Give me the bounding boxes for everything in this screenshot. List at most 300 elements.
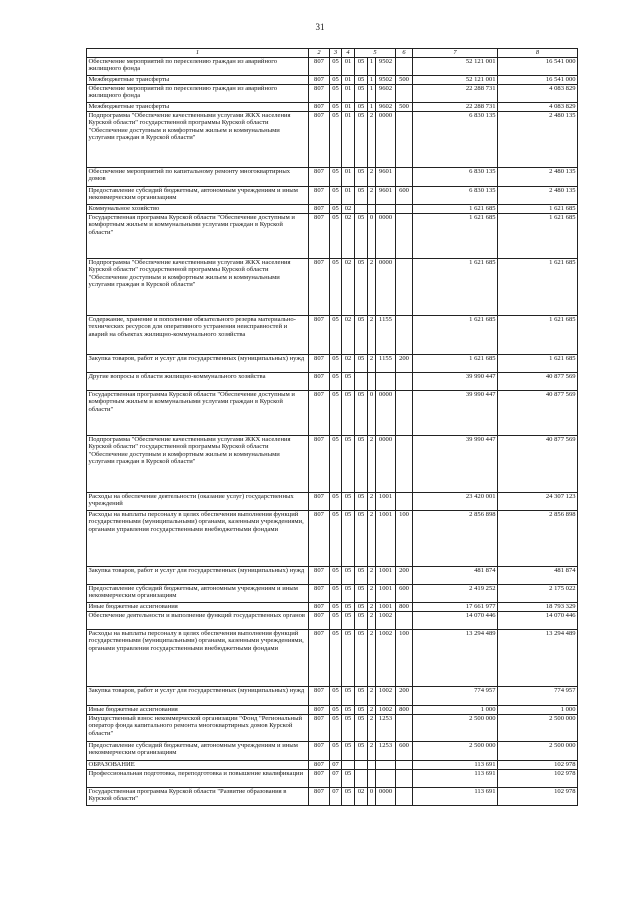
row-expense-type: 600 — [396, 742, 413, 761]
row-section: 05 — [330, 58, 342, 76]
table-row — [87, 742, 578, 761]
row-grbs: 807 — [309, 187, 330, 205]
table-row — [87, 511, 578, 567]
row-target-subprogram: 2 — [368, 493, 376, 511]
row-subsection: 05 — [342, 612, 355, 630]
row-grbs: 807 — [309, 85, 330, 103]
row-name: Межбюджетные трансферты — [87, 76, 309, 85]
row-amount-year-1: 481 874 — [413, 567, 498, 585]
row-target-direction: 0000 — [376, 391, 396, 436]
row-section: 05 — [330, 742, 342, 761]
row-target-subprogram: 2 — [368, 567, 376, 585]
row-target-direction: 0000 — [376, 214, 396, 259]
row-expense-type: 800 — [396, 603, 413, 612]
row-amount-year-2: 40 877 569 — [498, 391, 578, 436]
row-expense-type — [396, 391, 413, 436]
row-name: Содержание, хранение и пополнение обязательного резерва материально-технических ресурсов для оперативного устранения неисправностей и аварий на объектах жилищно-коммунального хозяйства — [87, 316, 309, 355]
row-target-program: 05 — [355, 187, 368, 205]
row-target-direction — [376, 205, 396, 214]
row-section: 05 — [330, 493, 342, 511]
row-expense-type — [396, 112, 413, 168]
table-row — [87, 761, 578, 770]
row-amount-year-2: 4 083 829 — [498, 103, 578, 112]
row-target-program: 05 — [355, 355, 368, 373]
row-amount-year-2: 1 621 685 — [498, 259, 578, 316]
table-row — [87, 493, 578, 511]
row-amount-year-2: 774 957 — [498, 687, 578, 706]
row-expense-type: 600 — [396, 187, 413, 205]
row-expense-type — [396, 58, 413, 76]
row-section: 05 — [330, 355, 342, 373]
row-name: Государственная программа Курской области "Развитие образования в Курской области" — [87, 788, 309, 806]
table-row — [87, 187, 578, 205]
row-name: Иные бюджетные ассигнования — [87, 706, 309, 715]
row-amount-year-2: 1 621 685 — [498, 355, 578, 373]
row-grbs: 807 — [309, 715, 330, 742]
row-target-subprogram: 2 — [368, 742, 376, 761]
row-name: Расходы на обеспечение деятельности (оказание услуг) государственных учреждений — [87, 493, 309, 511]
table-row — [87, 630, 578, 687]
row-subsection: 05 — [342, 511, 355, 567]
row-amount-year-1: 113 691 — [413, 788, 498, 806]
row-expense-type: 100 — [396, 511, 413, 567]
row-target-direction: 1002 — [376, 630, 396, 687]
row-name: Подпрограмма "Обеспечение качественными услугами ЖКХ населения Курской области" государственной программы Курской области "Обеспечение доступным и комфортным жильем и коммунальными услугами граждан в Курской области" — [87, 436, 309, 493]
row-section: 05 — [330, 112, 342, 168]
row-grbs: 807 — [309, 761, 330, 770]
row-target-subprogram: 2 — [368, 612, 376, 630]
row-section: 05 — [330, 85, 342, 103]
row-expense-type — [396, 715, 413, 742]
row-amount-year-2: 102 978 — [498, 770, 578, 788]
row-expense-type: 500 — [396, 76, 413, 85]
table-row — [87, 112, 578, 168]
row-subsection: 01 — [342, 103, 355, 112]
row-subsection: 05 — [342, 770, 355, 788]
row-amount-year-1: 17 661 977 — [413, 603, 498, 612]
row-amount-year-1: 1 621 685 — [413, 214, 498, 259]
row-grbs: 807 — [309, 630, 330, 687]
row-target-direction: 0000 — [376, 788, 396, 806]
row-subsection: 05 — [342, 742, 355, 761]
row-section: 05 — [330, 187, 342, 205]
table-row — [87, 85, 578, 103]
row-amount-year-1: 22 288 731 — [413, 85, 498, 103]
row-target-subprogram: 2 — [368, 168, 376, 187]
row-grbs: 807 — [309, 112, 330, 168]
row-subsection: 05 — [342, 715, 355, 742]
row-target-direction: 9601 — [376, 187, 396, 205]
row-target-direction: 1155 — [376, 355, 396, 373]
row-grbs: 807 — [309, 58, 330, 76]
row-subsection: 05 — [342, 788, 355, 806]
row-target-subprogram: 1 — [368, 85, 376, 103]
row-target-program: 05 — [355, 511, 368, 567]
row-section: 07 — [330, 770, 342, 788]
row-amount-year-1: 6 830 135 — [413, 187, 498, 205]
row-name: Предоставление субсидий бюджетным, автономным учреждениям и иным некоммерческим организациям — [87, 585, 309, 603]
row-expense-type — [396, 214, 413, 259]
row-grbs: 807 — [309, 687, 330, 706]
row-subsection: 01 — [342, 85, 355, 103]
row-expense-type — [396, 205, 413, 214]
row-section: 05 — [330, 168, 342, 187]
table-row — [87, 205, 578, 214]
row-amount-year-1: 52 121 001 — [413, 76, 498, 85]
row-amount-year-1: 13 294 489 — [413, 630, 498, 687]
row-grbs: 807 — [309, 316, 330, 355]
row-target-program: 05 — [355, 612, 368, 630]
page-number: 31 — [315, 22, 325, 32]
budget-table — [86, 48, 578, 806]
row-amount-year-1: 2 500 000 — [413, 742, 498, 761]
header-col-4: 4 — [342, 49, 355, 58]
row-target-subprogram: 2 — [368, 436, 376, 493]
row-amount-year-1: 14 070 446 — [413, 612, 498, 630]
table-row — [87, 259, 578, 316]
row-subsection: 02 — [342, 205, 355, 214]
row-grbs: 807 — [309, 205, 330, 214]
row-target-subprogram: 2 — [368, 585, 376, 603]
row-target-program — [355, 770, 368, 788]
row-name: Государственная программа Курской области "Обеспечение доступным и комфортным жильем и коммунальными услугами граждан в Курской области" — [87, 391, 309, 436]
row-amount-year-1: 39 990 447 — [413, 391, 498, 436]
row-target-program: 05 — [355, 85, 368, 103]
row-expense-type — [396, 788, 413, 806]
row-name: Обеспечение мероприятий по переселению граждан из аварийного жилищного фонда — [87, 85, 309, 103]
row-target-direction: 1002 — [376, 612, 396, 630]
table-row — [87, 585, 578, 603]
row-grbs: 807 — [309, 706, 330, 715]
row-section: 05 — [330, 585, 342, 603]
row-target-direction: 9602 — [376, 85, 396, 103]
row-amount-year-2: 40 877 569 — [498, 436, 578, 493]
row-target-program: 05 — [355, 168, 368, 187]
row-target-program: 02 — [355, 788, 368, 806]
row-expense-type — [396, 168, 413, 187]
row-grbs: 807 — [309, 76, 330, 85]
row-amount-year-1: 1 621 685 — [413, 205, 498, 214]
row-target-subprogram — [368, 770, 376, 788]
row-amount-year-2: 102 978 — [498, 761, 578, 770]
row-amount-year-1: 6 830 135 — [413, 168, 498, 187]
row-section: 05 — [330, 76, 342, 85]
row-section: 05 — [330, 567, 342, 585]
row-section: 05 — [330, 205, 342, 214]
row-target-subprogram: 1 — [368, 76, 376, 85]
row-grbs: 807 — [309, 168, 330, 187]
row-amount-year-1: 39 990 447 — [413, 373, 498, 391]
row-subsection: 01 — [342, 112, 355, 168]
row-section: 05 — [330, 706, 342, 715]
row-target-program: 05 — [355, 687, 368, 706]
table-row — [87, 603, 578, 612]
row-target-program: 05 — [355, 214, 368, 259]
row-amount-year-2: 18 793 329 — [498, 603, 578, 612]
row-amount-year-2: 2 480 135 — [498, 187, 578, 205]
row-section: 05 — [330, 612, 342, 630]
table-row — [87, 373, 578, 391]
row-target-direction: 1253 — [376, 742, 396, 761]
row-subsection: 01 — [342, 187, 355, 205]
row-subsection: 05 — [342, 436, 355, 493]
row-subsection: 02 — [342, 214, 355, 259]
row-target-subprogram: 2 — [368, 187, 376, 205]
row-target-program: 05 — [355, 630, 368, 687]
row-amount-year-2: 1 621 685 — [498, 205, 578, 214]
row-target-program: 05 — [355, 493, 368, 511]
row-amount-year-1: 1 621 685 — [413, 316, 498, 355]
row-expense-type: 100 — [396, 630, 413, 687]
row-subsection: 05 — [342, 706, 355, 715]
table-row — [87, 706, 578, 715]
table-row — [87, 355, 578, 373]
row-target-direction: 1253 — [376, 715, 396, 742]
row-section: 05 — [330, 436, 342, 493]
row-grbs: 807 — [309, 259, 330, 316]
row-section: 07 — [330, 761, 342, 770]
row-expense-type: 200 — [396, 687, 413, 706]
row-target-subprogram: 2 — [368, 603, 376, 612]
row-grbs: 807 — [309, 770, 330, 788]
row-target-program: 05 — [355, 706, 368, 715]
row-section: 05 — [330, 373, 342, 391]
row-target-direction: 1001 — [376, 493, 396, 511]
row-name: Предоставление субсидий бюджетным, автономным учреждениям и иным некоммерческим организациям — [87, 187, 309, 205]
header-col-5: 5 — [355, 49, 396, 58]
row-target-program: 05 — [355, 76, 368, 85]
row-expense-type: 500 — [396, 103, 413, 112]
row-target-program — [355, 373, 368, 391]
header-col-8: 8 — [498, 49, 578, 58]
row-section: 07 — [330, 788, 342, 806]
row-expense-type: 600 — [396, 585, 413, 603]
row-target-subprogram: 2 — [368, 706, 376, 715]
row-target-subprogram: 2 — [368, 259, 376, 316]
table-row — [87, 687, 578, 706]
row-target-subprogram: 1 — [368, 103, 376, 112]
row-name: Закупка товаров, работ и услуг для государственных (муниципальных) нужд — [87, 687, 309, 706]
row-amount-year-2: 2 480 135 — [498, 168, 578, 187]
table-row — [87, 316, 578, 355]
row-amount-year-1: 22 288 731 — [413, 103, 498, 112]
row-target-program: 05 — [355, 567, 368, 585]
row-section: 05 — [330, 391, 342, 436]
row-target-program: 05 — [355, 603, 368, 612]
row-target-subprogram: 1 — [368, 58, 376, 76]
row-name: Закупка товаров, работ и услуг для государственных (муниципальных) нужд — [87, 355, 309, 373]
row-target-direction: 1001 — [376, 585, 396, 603]
row-name: Иные бюджетные ассигнования — [87, 603, 309, 612]
row-amount-year-2: 481 874 — [498, 567, 578, 585]
row-amount-year-1: 1 621 685 — [413, 259, 498, 316]
table-row — [87, 788, 578, 806]
row-subsection: 01 — [342, 168, 355, 187]
row-target-program: 05 — [355, 742, 368, 761]
row-target-subprogram — [368, 205, 376, 214]
row-amount-year-2: 2 480 135 — [498, 112, 578, 168]
row-amount-year-1: 52 121 001 — [413, 58, 498, 76]
row-amount-year-1: 113 691 — [413, 770, 498, 788]
row-target-program — [355, 761, 368, 770]
row-amount-year-1: 1 000 — [413, 706, 498, 715]
row-name: Коммунальное хозяйство — [87, 205, 309, 214]
table-row — [87, 612, 578, 630]
row-name: Обеспечение деятельности и выполнение функций государственных органов — [87, 612, 309, 630]
row-amount-year-1: 23 420 001 — [413, 493, 498, 511]
row-subsection: 02 — [342, 355, 355, 373]
row-name: Закупка товаров, работ и услуг для государственных (муниципальных) нужд — [87, 567, 309, 585]
table-body — [87, 58, 578, 806]
row-subsection: 01 — [342, 58, 355, 76]
row-target-subprogram: 2 — [368, 687, 376, 706]
row-subsection: 05 — [342, 585, 355, 603]
row-subsection: 05 — [342, 687, 355, 706]
table-row — [87, 770, 578, 788]
row-amount-year-1: 2 856 898 — [413, 511, 498, 567]
row-grbs: 807 — [309, 373, 330, 391]
row-target-subprogram: 2 — [368, 355, 376, 373]
row-target-subprogram: 0 — [368, 214, 376, 259]
table-row — [87, 58, 578, 76]
row-subsection: 05 — [342, 630, 355, 687]
row-name: Расходы на выплаты персоналу в целях обеспечения выполнения функций государственными (муниципальными) органами, казенными учреждениями, органами управления государственными внебюджетными фондами — [87, 630, 309, 687]
row-amount-year-2: 2 500 000 — [498, 742, 578, 761]
row-grbs: 807 — [309, 788, 330, 806]
row-target-direction: 0000 — [376, 112, 396, 168]
row-name: Предоставление субсидий бюджетным, автономным учреждениям и иным некоммерческим организациям — [87, 742, 309, 761]
row-amount-year-2: 16 541 000 — [498, 76, 578, 85]
row-amount-year-2: 14 070 446 — [498, 612, 578, 630]
row-target-program: 05 — [355, 112, 368, 168]
row-target-program: 05 — [355, 585, 368, 603]
row-target-direction: 1001 — [376, 603, 396, 612]
table-row — [87, 567, 578, 585]
row-amount-year-1: 39 990 447 — [413, 436, 498, 493]
row-section: 05 — [330, 316, 342, 355]
row-amount-year-2: 102 978 — [498, 788, 578, 806]
row-target-program: 05 — [355, 316, 368, 355]
row-target-program — [355, 205, 368, 214]
row-expense-type — [396, 373, 413, 391]
row-target-subprogram — [368, 761, 376, 770]
row-grbs: 807 — [309, 103, 330, 112]
row-section: 05 — [330, 603, 342, 612]
row-subsection: 05 — [342, 603, 355, 612]
row-target-subprogram: 2 — [368, 316, 376, 355]
header-col-2: 2 — [309, 49, 330, 58]
row-target-subprogram: 2 — [368, 112, 376, 168]
row-target-subprogram: 2 — [368, 630, 376, 687]
row-subsection: 05 — [342, 567, 355, 585]
table-row — [87, 214, 578, 259]
row-expense-type: 200 — [396, 355, 413, 373]
row-name: Профессиональная подготовка, переподготовка и повышение квалификации — [87, 770, 309, 788]
row-grbs: 807 — [309, 493, 330, 511]
row-expense-type — [396, 316, 413, 355]
row-grbs: 807 — [309, 742, 330, 761]
row-target-direction: 1001 — [376, 511, 396, 567]
row-grbs: 807 — [309, 585, 330, 603]
row-section: 05 — [330, 511, 342, 567]
row-name: ОБРАЗОВАНИЕ — [87, 761, 309, 770]
row-target-program: 05 — [355, 58, 368, 76]
row-target-program: 05 — [355, 391, 368, 436]
row-amount-year-2: 13 294 489 — [498, 630, 578, 687]
row-target-direction — [376, 761, 396, 770]
header-col-3: 3 — [330, 49, 342, 58]
row-subsection: 02 — [342, 316, 355, 355]
row-subsection: 05 — [342, 493, 355, 511]
row-expense-type — [396, 259, 413, 316]
row-target-direction: 0000 — [376, 436, 396, 493]
row-target-program: 05 — [355, 436, 368, 493]
row-target-direction: 1002 — [376, 687, 396, 706]
row-amount-year-2: 2 500 000 — [498, 715, 578, 742]
row-grbs: 807 — [309, 603, 330, 612]
row-name: Обеспечение мероприятий по переселению граждан из аварийного жилищного фонда — [87, 58, 309, 76]
row-target-subprogram: 0 — [368, 788, 376, 806]
row-grbs: 807 — [309, 214, 330, 259]
row-grbs: 807 — [309, 391, 330, 436]
row-subsection: 01 — [342, 76, 355, 85]
table-row — [87, 168, 578, 187]
header-col-6: 6 — [396, 49, 413, 58]
row-expense-type — [396, 770, 413, 788]
row-amount-year-1: 6 830 135 — [413, 112, 498, 168]
row-target-direction: 9602 — [376, 103, 396, 112]
row-target-direction: 9601 — [376, 168, 396, 187]
row-subsection: 05 — [342, 391, 355, 436]
row-amount-year-2: 1 621 685 — [498, 316, 578, 355]
row-amount-year-2: 1 621 685 — [498, 214, 578, 259]
row-grbs: 807 — [309, 612, 330, 630]
row-target-direction — [376, 770, 396, 788]
row-target-direction: 9502 — [376, 58, 396, 76]
row-target-program: 05 — [355, 259, 368, 316]
row-amount-year-1: 113 691 — [413, 761, 498, 770]
row-name: Подпрограмма "Обеспечение качественными услугами ЖКХ населения Курской области" государственной программы Курской области "Обеспечение доступным и комфортным жильем и коммунальными услугами граждан в Курской области" — [87, 259, 309, 316]
row-grbs: 807 — [309, 511, 330, 567]
row-target-direction: 1002 — [376, 706, 396, 715]
row-subsection: 02 — [342, 259, 355, 316]
row-target-program: 05 — [355, 715, 368, 742]
row-expense-type — [396, 761, 413, 770]
row-grbs: 807 — [309, 567, 330, 585]
row-target-program: 05 — [355, 103, 368, 112]
table-row — [87, 436, 578, 493]
header-col-1: 1 — [87, 49, 309, 58]
row-target-subprogram: 2 — [368, 715, 376, 742]
row-name: Подпрограмма "Обеспечение качественными услугами ЖКХ населения Курской области" государственной программы Курской области "Обеспечение доступным и комфортным жильем и коммунальными услугами граждан в Курской области" — [87, 112, 309, 168]
row-expense-type: 200 — [396, 567, 413, 585]
row-name: Имущественный взнос некоммерческой организации "Фонд "Региональный оператор фонда капитального ремонта многоквартирных домов Курской области" — [87, 715, 309, 742]
row-grbs: 807 — [309, 355, 330, 373]
row-amount-year-2: 24 307 123 — [498, 493, 578, 511]
row-amount-year-1: 774 957 — [413, 687, 498, 706]
table-row — [87, 103, 578, 112]
row-amount-year-1: 1 621 685 — [413, 355, 498, 373]
row-target-direction: 0000 — [376, 259, 396, 316]
row-target-direction: 1155 — [376, 316, 396, 355]
table-header-row — [87, 49, 578, 58]
row-amount-year-1: 2 419 252 — [413, 585, 498, 603]
row-name: Межбюджетные трансферты — [87, 103, 309, 112]
row-name: Другие вопросы в области жилищно-коммунального хозяйства — [87, 373, 309, 391]
row-amount-year-2: 2 175 022 — [498, 585, 578, 603]
row-target-direction: 1001 — [376, 567, 396, 585]
row-section: 05 — [330, 103, 342, 112]
